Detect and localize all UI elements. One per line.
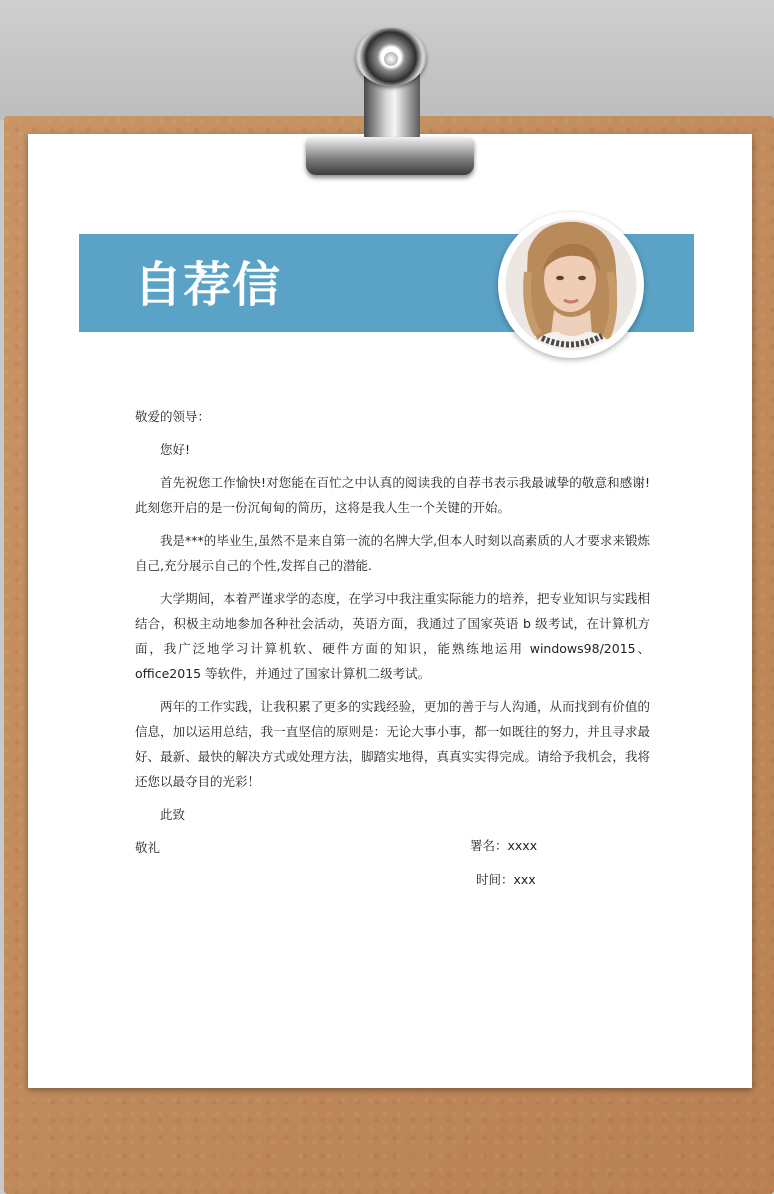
portrait-photo-icon (498, 212, 644, 358)
clip-hole (384, 52, 398, 66)
paragraph-4: 两年的工作实践，让我积累了更多的实践经验，更加的善于与人沟通，从而找到有价值的信息，加以运用总结，我一直坚信的原则是：无论大事小事，都一如既往的努力，并且寻求最好、最新、最快的解决方式或处理方法，脚踏实地得，真真实实得完成。请给予我机会，我将还您以最夺目的光彩！ (135, 699, 650, 789)
greeting: 您好! (160, 442, 191, 457)
paragraph-1: 首先祝您工作愉快!对您能在百忙之中认真的阅读我的自荐书表示我最诚挚的敬意和感谢!此刻您开启的是一份沉甸甸的简历，这将是我人生一个关键的开始。 (135, 475, 650, 515)
date-line: 时间：xxx (476, 872, 536, 887)
signature-line: 署名：xxxx (470, 838, 538, 853)
closing-cizhi: 此致 (160, 807, 186, 822)
letter-body (135, 404, 650, 868)
page-title: 自荐信 (134, 257, 282, 313)
clip-plate (306, 137, 474, 175)
paragraph-3: 大学期间，本着严谨求学的态度，在学习中我注重实际能力的培养，把专业知识与实践相结合，积极主动地参加各种社会活动，英语方面，我通过了国家英语 b 级考试，在计算机方面，我广泛地学习计算机软、硬件方面的知识，能熟练地运用 windows98/2015、 office2015 等软件，并通过了国家计算机二级考试。 (135, 591, 650, 681)
closing-jingli: 敬礼 (135, 840, 161, 855)
salutation: 敬爱的领导： (135, 409, 211, 424)
avatar (498, 212, 644, 358)
paragraph-2: 我是***的毕业生,虽然不是来自第一流的名牌大学,但本人时刻以高素质的人才要求来锻炼自己,充分展示自己的个性,发挥自己的潜能. (135, 533, 650, 573)
